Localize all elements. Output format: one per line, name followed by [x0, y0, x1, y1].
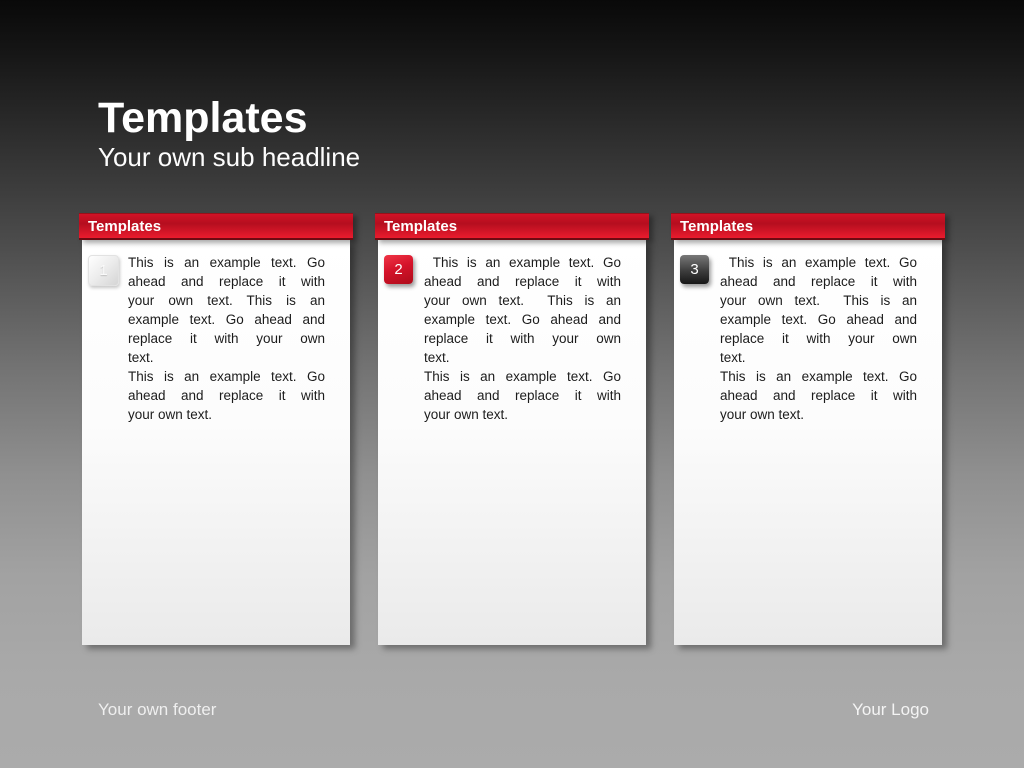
- footer-text: Your own footer: [98, 700, 217, 719]
- card-1-text: [128, 253, 325, 424]
- text-line: your own text.: [128, 407, 213, 422]
- text-line: replace it with your own: [720, 331, 917, 346]
- footer-logo-text: Your Logo: [852, 700, 929, 719]
- text-line: ahead and replace it with: [424, 274, 621, 289]
- text-line: ahead and replace it with: [720, 274, 917, 289]
- card-3-header: [671, 213, 945, 240]
- text-line: text.: [720, 350, 746, 365]
- card-2-number-badge: 2: [384, 255, 413, 284]
- text-line: ahead and replace it with: [128, 274, 325, 289]
- card-1-body: [82, 240, 350, 645]
- text-line: replace it with your own: [128, 331, 325, 346]
- card-1-number-badge: 1: [88, 255, 119, 286]
- text-line: your own text.: [424, 407, 509, 422]
- template-card-2: [375, 213, 649, 645]
- text-line: text.: [128, 350, 154, 365]
- text-line: This is an example text. Go: [720, 255, 917, 270]
- card-2-header-label: Templates: [384, 217, 458, 235]
- text-line: This is an example text. Go: [424, 255, 621, 270]
- slide-subtitle: Your own sub headline: [98, 142, 361, 173]
- text-line: replace it with your own: [424, 331, 621, 346]
- text-line: example text. Go ahead and: [128, 312, 325, 327]
- text-line: This is an example text. Go: [128, 369, 325, 384]
- text-line: This is an example text. Go: [720, 369, 917, 384]
- text-line: your own text.: [720, 407, 805, 422]
- card-3-body: [674, 240, 942, 645]
- template-card-1: [79, 213, 353, 645]
- text-line: ahead and replace it with: [128, 388, 325, 403]
- text-line: This is an example text. Go: [424, 369, 621, 384]
- card-3-number-badge: 3: [680, 255, 709, 284]
- template-card-3: [671, 213, 945, 645]
- text-line: example text. Go ahead and: [720, 312, 917, 327]
- card-1-header-label: Templates: [88, 217, 162, 235]
- card-1-header: [79, 213, 353, 240]
- card-2-text: [424, 253, 621, 424]
- text-line: text.: [424, 350, 450, 365]
- text-line: your own text. This is an: [128, 293, 325, 308]
- card-3-header-label: Templates: [680, 217, 754, 235]
- text-line: ahead and replace it with: [424, 388, 621, 403]
- text-line: This is an example text. Go: [128, 255, 325, 270]
- text-line: your own text. This is an: [424, 293, 621, 308]
- text-line: your own text. This is an: [720, 293, 917, 308]
- card-3-text: [720, 253, 917, 424]
- card-2-body: [378, 240, 646, 645]
- text-line: example text. Go ahead and: [424, 312, 621, 327]
- title-block: [98, 96, 360, 173]
- text-line: ahead and replace it with: [720, 388, 917, 403]
- card-2-header: [375, 213, 649, 240]
- slide-title: Templates: [98, 94, 308, 142]
